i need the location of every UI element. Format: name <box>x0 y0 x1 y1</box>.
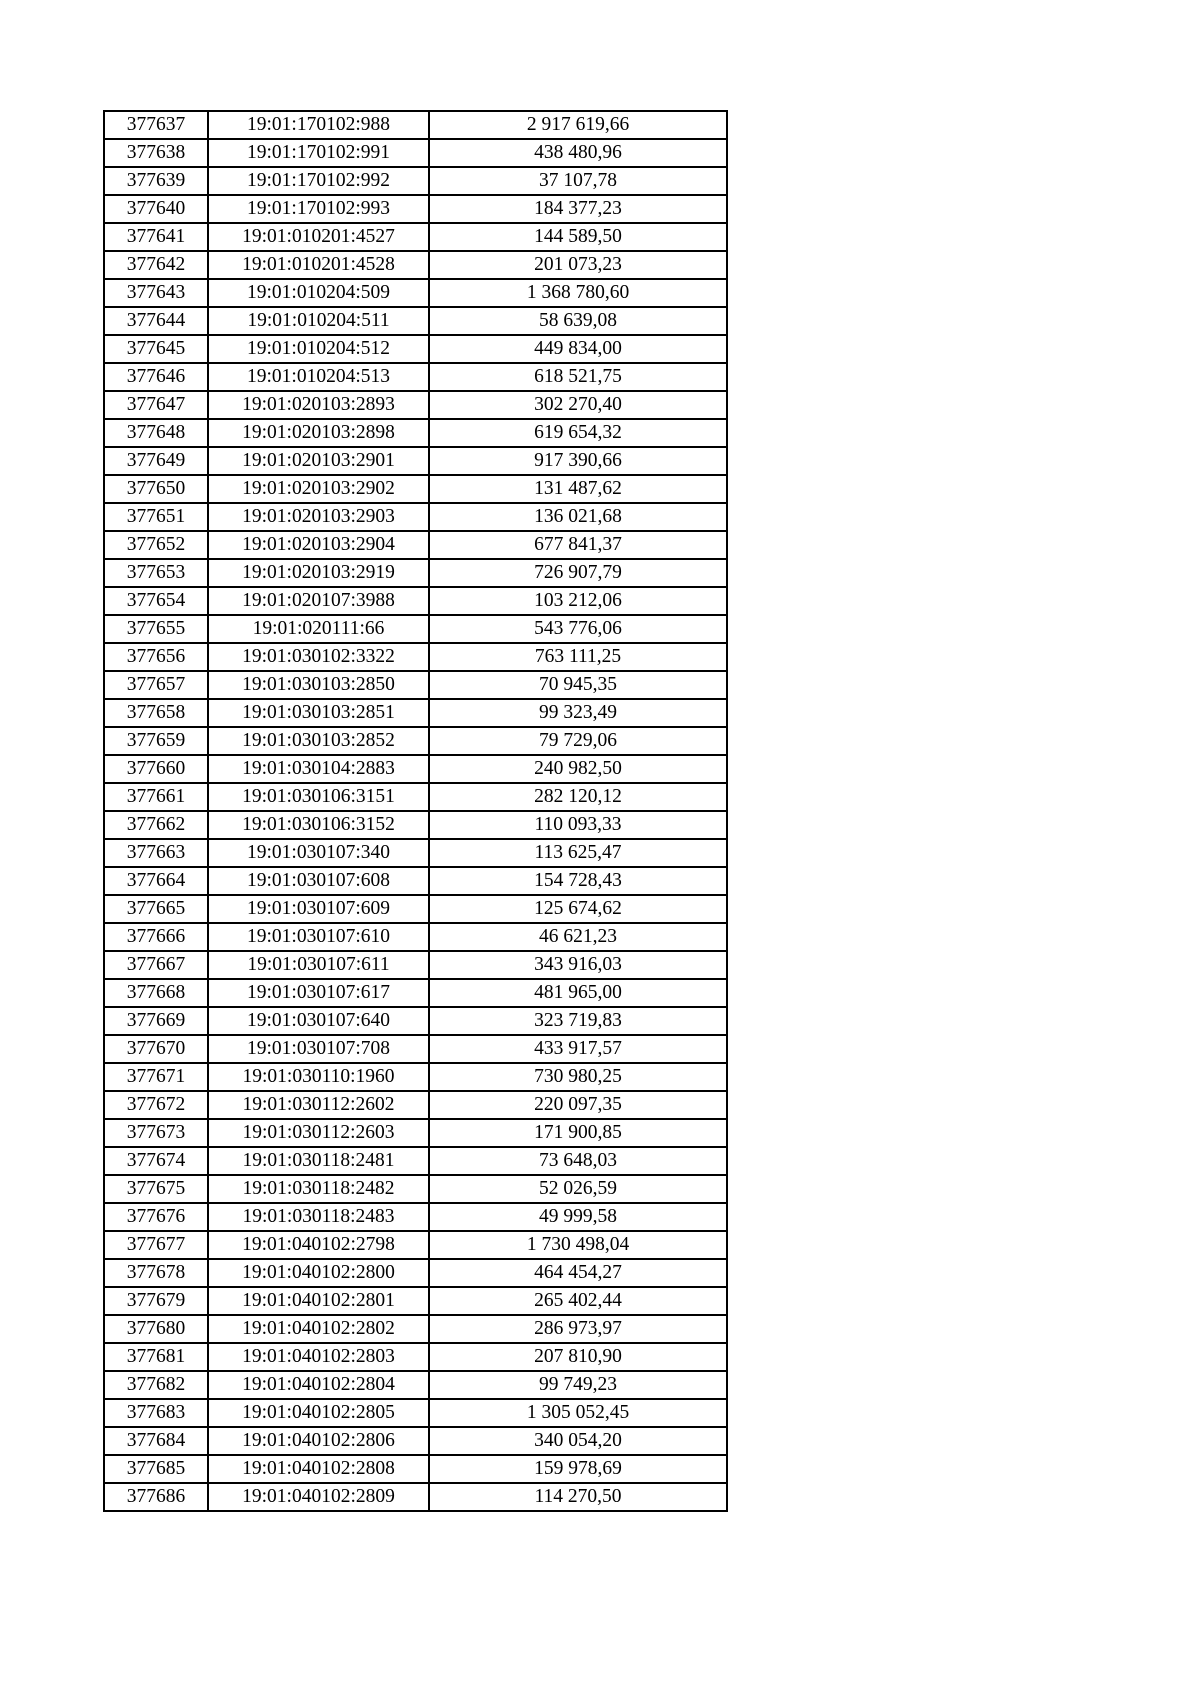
cadastral-value-cell: 340 054,20 <box>429 1427 727 1455</box>
cadastral-value-cell: 114 270,50 <box>429 1483 727 1511</box>
table-row <box>104 839 727 867</box>
row-number-cell: 377663 <box>104 839 208 867</box>
cadastral-number-cell: 19:01:010201:4527 <box>208 223 429 251</box>
table-row <box>104 447 727 475</box>
table-row <box>104 755 727 783</box>
table-row <box>104 1483 727 1511</box>
cadastral-number-cell: 19:01:030107:608 <box>208 867 429 895</box>
cadastral-value-cell: 73 648,03 <box>429 1147 727 1175</box>
cadastral-number-cell: 19:01:170102:993 <box>208 195 429 223</box>
cadastral-value-cell: 302 270,40 <box>429 391 727 419</box>
row-number-cell: 377675 <box>104 1175 208 1203</box>
row-number-cell: 377665 <box>104 895 208 923</box>
row-number-cell: 377648 <box>104 419 208 447</box>
cadastral-value-cell: 70 945,35 <box>429 671 727 699</box>
cadastral-number-cell: 19:01:020103:2901 <box>208 447 429 475</box>
table-row <box>104 1371 727 1399</box>
table-row <box>104 895 727 923</box>
cadastral-value-cell: 99 323,49 <box>429 699 727 727</box>
cadastral-value-cell: 207 810,90 <box>429 1343 727 1371</box>
table-row <box>104 139 727 167</box>
table-body <box>104 111 727 1511</box>
cadastral-value-cell: 464 454,27 <box>429 1259 727 1287</box>
cadastral-value-cell: 154 728,43 <box>429 867 727 895</box>
cadastral-value-cell: 79 729,06 <box>429 727 727 755</box>
cadastral-number-cell: 19:01:020103:2919 <box>208 559 429 587</box>
table-row <box>104 559 727 587</box>
row-number-cell: 377643 <box>104 279 208 307</box>
table-row <box>104 951 727 979</box>
cadastral-number-cell: 19:01:010204:512 <box>208 335 429 363</box>
cadastral-value-cell: 125 674,62 <box>429 895 727 923</box>
table-row <box>104 1343 727 1371</box>
cadastral-value-cell: 52 026,59 <box>429 1175 727 1203</box>
row-number-cell: 377679 <box>104 1287 208 1315</box>
cadastral-value-cell: 730 980,25 <box>429 1063 727 1091</box>
table-row <box>104 1427 727 1455</box>
row-number-cell: 377670 <box>104 1035 208 1063</box>
row-number-cell: 377676 <box>104 1203 208 1231</box>
table-row <box>104 223 727 251</box>
cadastral-number-cell: 19:01:030107:708 <box>208 1035 429 1063</box>
cadastral-number-cell: 19:01:030118:2483 <box>208 1203 429 1231</box>
cadastral-value-cell: 113 625,47 <box>429 839 727 867</box>
row-number-cell: 377661 <box>104 783 208 811</box>
cadastral-number-cell: 19:01:040102:2801 <box>208 1287 429 1315</box>
cadastral-number-cell: 19:01:020111:66 <box>208 615 429 643</box>
row-number-cell: 377639 <box>104 167 208 195</box>
table-row <box>104 475 727 503</box>
cadastral-number-cell: 19:01:030107:617 <box>208 979 429 1007</box>
cadastral-value-cell: 131 487,62 <box>429 475 727 503</box>
cadastral-value-cell: 2 917 619,66 <box>429 111 727 139</box>
cadastral-value-cell: 136 021,68 <box>429 503 727 531</box>
cadastral-value-table <box>103 110 728 1512</box>
row-number-cell: 377685 <box>104 1455 208 1483</box>
table-row <box>104 1287 727 1315</box>
row-number-cell: 377640 <box>104 195 208 223</box>
cadastral-value-cell: 46 621,23 <box>429 923 727 951</box>
cadastral-number-cell: 19:01:040102:2809 <box>208 1483 429 1511</box>
row-number-cell: 377683 <box>104 1399 208 1427</box>
cadastral-number-cell: 19:01:030112:2602 <box>208 1091 429 1119</box>
cadastral-value-cell: 220 097,35 <box>429 1091 727 1119</box>
cadastral-number-cell: 19:01:170102:988 <box>208 111 429 139</box>
table-row <box>104 1007 727 1035</box>
cadastral-number-cell: 19:01:030107:611 <box>208 951 429 979</box>
row-number-cell: 377686 <box>104 1483 208 1511</box>
cadastral-number-cell: 19:01:030107:609 <box>208 895 429 923</box>
cadastral-number-cell: 19:01:170102:992 <box>208 167 429 195</box>
table-row <box>104 1091 727 1119</box>
table-row <box>104 279 727 307</box>
cadastral-value-cell: 543 776,06 <box>429 615 727 643</box>
cadastral-value-cell: 144 589,50 <box>429 223 727 251</box>
cadastral-value-cell: 433 917,57 <box>429 1035 727 1063</box>
cadastral-number-cell: 19:01:030104:2883 <box>208 755 429 783</box>
row-number-cell: 377659 <box>104 727 208 755</box>
cadastral-value-cell: 265 402,44 <box>429 1287 727 1315</box>
row-number-cell: 377684 <box>104 1427 208 1455</box>
cadastral-number-cell: 19:01:030106:3151 <box>208 783 429 811</box>
cadastral-number-cell: 19:01:030107:340 <box>208 839 429 867</box>
cadastral-number-cell: 19:01:030103:2851 <box>208 699 429 727</box>
table-row <box>104 979 727 1007</box>
cadastral-value-cell: 343 916,03 <box>429 951 727 979</box>
table-row <box>104 1259 727 1287</box>
table-row <box>104 867 727 895</box>
cadastral-number-cell: 19:01:170102:991 <box>208 139 429 167</box>
cadastral-value-cell: 726 907,79 <box>429 559 727 587</box>
table-row <box>104 783 727 811</box>
cadastral-number-cell: 19:01:020103:2903 <box>208 503 429 531</box>
row-number-cell: 377649 <box>104 447 208 475</box>
table-row <box>104 195 727 223</box>
table-row <box>104 391 727 419</box>
row-number-cell: 377644 <box>104 307 208 335</box>
row-number-cell: 377642 <box>104 251 208 279</box>
cadastral-number-cell: 19:01:030118:2482 <box>208 1175 429 1203</box>
row-number-cell: 377678 <box>104 1259 208 1287</box>
row-number-cell: 377671 <box>104 1063 208 1091</box>
cadastral-number-cell: 19:01:010204:509 <box>208 279 429 307</box>
cadastral-value-cell: 763 111,25 <box>429 643 727 671</box>
cadastral-number-cell: 19:01:020103:2893 <box>208 391 429 419</box>
cadastral-number-cell: 19:01:020103:2902 <box>208 475 429 503</box>
table-row <box>104 1119 727 1147</box>
cadastral-number-cell: 19:01:030106:3152 <box>208 811 429 839</box>
row-number-cell: 377682 <box>104 1371 208 1399</box>
cadastral-value-cell: 1 368 780,60 <box>429 279 727 307</box>
table-row <box>104 167 727 195</box>
cadastral-value-cell: 1 305 052,45 <box>429 1399 727 1427</box>
cadastral-number-cell: 19:01:040102:2798 <box>208 1231 429 1259</box>
table-row <box>104 923 727 951</box>
table-row <box>104 1455 727 1483</box>
row-number-cell: 377641 <box>104 223 208 251</box>
cadastral-value-cell: 49 999,58 <box>429 1203 727 1231</box>
table-row <box>104 363 727 391</box>
table-row <box>104 1063 727 1091</box>
row-number-cell: 377666 <box>104 923 208 951</box>
cadastral-value-cell: 438 480,96 <box>429 139 727 167</box>
cadastral-value-cell: 58 639,08 <box>429 307 727 335</box>
row-number-cell: 377662 <box>104 811 208 839</box>
row-number-cell: 377680 <box>104 1315 208 1343</box>
row-number-cell: 377677 <box>104 1231 208 1259</box>
cadastral-number-cell: 19:01:040102:2803 <box>208 1343 429 1371</box>
row-number-cell: 377647 <box>104 391 208 419</box>
cadastral-value-cell: 37 107,78 <box>429 167 727 195</box>
row-number-cell: 377672 <box>104 1091 208 1119</box>
table-row <box>104 671 727 699</box>
cadastral-value-cell: 677 841,37 <box>429 531 727 559</box>
cadastral-number-cell: 19:01:030103:2850 <box>208 671 429 699</box>
cadastral-number-cell: 19:01:020103:2898 <box>208 419 429 447</box>
table-row <box>104 1147 727 1175</box>
table-row <box>104 335 727 363</box>
table-row <box>104 727 727 755</box>
table-row <box>104 615 727 643</box>
table-row <box>104 251 727 279</box>
cadastral-value-cell: 103 212,06 <box>429 587 727 615</box>
row-number-cell: 377667 <box>104 951 208 979</box>
cadastral-value-cell: 201 073,23 <box>429 251 727 279</box>
cadastral-number-cell: 19:01:040102:2804 <box>208 1371 429 1399</box>
row-number-cell: 377657 <box>104 671 208 699</box>
cadastral-number-cell: 19:01:010201:4528 <box>208 251 429 279</box>
cadastral-value-cell: 449 834,00 <box>429 335 727 363</box>
row-number-cell: 377656 <box>104 643 208 671</box>
cadastral-number-cell: 19:01:010204:513 <box>208 363 429 391</box>
row-number-cell: 377669 <box>104 1007 208 1035</box>
table-row <box>104 307 727 335</box>
cadastral-number-cell: 19:01:040102:2800 <box>208 1259 429 1287</box>
table-row <box>104 531 727 559</box>
cadastral-value-cell: 184 377,23 <box>429 195 727 223</box>
row-number-cell: 377658 <box>104 699 208 727</box>
table-row <box>104 503 727 531</box>
row-number-cell: 377650 <box>104 475 208 503</box>
cadastral-value-cell: 917 390,66 <box>429 447 727 475</box>
cadastral-number-cell: 19:01:030102:3322 <box>208 643 429 671</box>
row-number-cell: 377638 <box>104 139 208 167</box>
table-row <box>104 699 727 727</box>
cadastral-value-cell: 1 730 498,04 <box>429 1231 727 1259</box>
cadastral-value-cell: 99 749,23 <box>429 1371 727 1399</box>
table-row <box>104 1315 727 1343</box>
row-number-cell: 377653 <box>104 559 208 587</box>
cadastral-number-cell: 19:01:010204:511 <box>208 307 429 335</box>
cadastral-value-cell: 282 120,12 <box>429 783 727 811</box>
table-row <box>104 419 727 447</box>
row-number-cell: 377646 <box>104 363 208 391</box>
table-row <box>104 1035 727 1063</box>
table-row <box>104 643 727 671</box>
cadastral-value-cell: 481 965,00 <box>429 979 727 1007</box>
row-number-cell: 377673 <box>104 1119 208 1147</box>
row-number-cell: 377637 <box>104 111 208 139</box>
row-number-cell: 377655 <box>104 615 208 643</box>
row-number-cell: 377668 <box>104 979 208 1007</box>
table-row <box>104 1175 727 1203</box>
row-number-cell: 377654 <box>104 587 208 615</box>
cadastral-number-cell: 19:01:040102:2806 <box>208 1427 429 1455</box>
row-number-cell: 377651 <box>104 503 208 531</box>
cadastral-number-cell: 19:01:030110:1960 <box>208 1063 429 1091</box>
cadastral-number-cell: 19:01:030103:2852 <box>208 727 429 755</box>
row-number-cell: 377652 <box>104 531 208 559</box>
cadastral-number-cell: 19:01:030118:2481 <box>208 1147 429 1175</box>
cadastral-number-cell: 19:01:040102:2802 <box>208 1315 429 1343</box>
cadastral-number-cell: 19:01:040102:2808 <box>208 1455 429 1483</box>
table-row <box>104 1203 727 1231</box>
table-row <box>104 1231 727 1259</box>
cadastral-value-cell: 286 973,97 <box>429 1315 727 1343</box>
cadastral-number-cell: 19:01:030107:610 <box>208 923 429 951</box>
cadastral-value-cell: 159 978,69 <box>429 1455 727 1483</box>
cadastral-number-cell: 19:01:020103:2904 <box>208 531 429 559</box>
cadastral-value-cell: 110 093,33 <box>429 811 727 839</box>
row-number-cell: 377674 <box>104 1147 208 1175</box>
row-number-cell: 377664 <box>104 867 208 895</box>
cadastral-value-cell: 240 982,50 <box>429 755 727 783</box>
cadastral-number-cell: 19:01:020107:3988 <box>208 587 429 615</box>
cadastral-number-cell: 19:01:030112:2603 <box>208 1119 429 1147</box>
cadastral-value-cell: 171 900,85 <box>429 1119 727 1147</box>
cadastral-number-cell: 19:01:040102:2805 <box>208 1399 429 1427</box>
table-row <box>104 811 727 839</box>
cadastral-value-cell: 323 719,83 <box>429 1007 727 1035</box>
table-row <box>104 587 727 615</box>
table-row <box>104 1399 727 1427</box>
cadastral-value-cell: 618 521,75 <box>429 363 727 391</box>
table-row <box>104 111 727 139</box>
row-number-cell: 377645 <box>104 335 208 363</box>
row-number-cell: 377660 <box>104 755 208 783</box>
cadastral-value-cell: 619 654,32 <box>429 419 727 447</box>
cadastral-number-cell: 19:01:030107:640 <box>208 1007 429 1035</box>
row-number-cell: 377681 <box>104 1343 208 1371</box>
